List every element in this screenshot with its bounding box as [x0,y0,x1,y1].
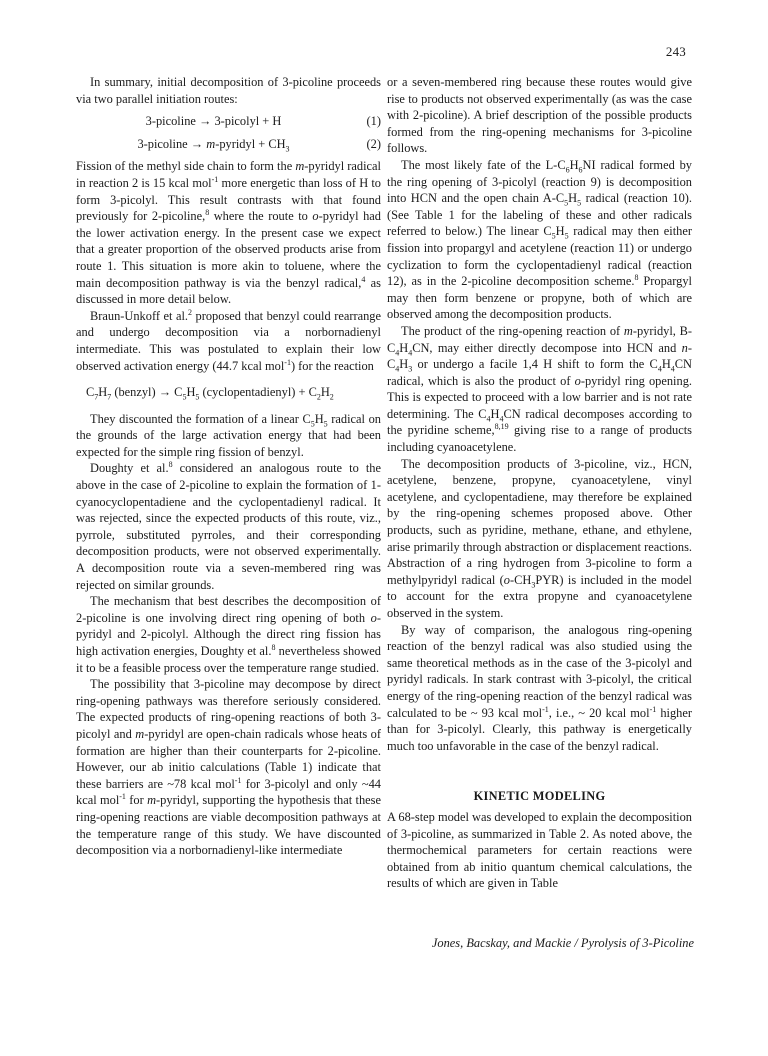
section-heading: KINETIC MODELING [473,789,606,804]
page-number: 243 [665,44,686,59]
running-footer: Jones, Bacskay, and Mackie / Pyrolysis of 3-Picoline [431,936,694,950]
paragraph: The product of the ring-opening reaction of m-pyridyl, $B-C_4H_4CN$, may either directly decompose into HCN and $n-C_4H_3$ or undergo a facile 1,4 H shift to form the $C_4H_4CN$ radical, which is also the product of o-pyridyl ring opening. This is expected to proceed with a low barrier and is not rate determining. The $C_4H_4CN$ radical decomposes according to the pyridine scheme,$^{8,19}$ giving rise to a range of products including cyanoacetylene. [387,323,692,455]
paragraph: A 68-step model was developed to explain the decomposition of 3-picoline, as summarized in Table 2. As noted above, the thermochemical parameters for certain reactions were obtained from ab initio quantum chemical calculations, the results of which are given in Table [387,809,692,891]
paragraph: They discounted the formation of a linear $C_5H_5$ radical on the grounds of the large activation energy that had been expected for the simple ring fission of benzyl. [76,411,381,459]
equation-number: (1) [366,114,381,129]
equation-body: 3-picoline → m-pyridyl + $CH_3$ [137,136,290,154]
equation-1 [76,113,381,130]
equation-2 [76,136,381,153]
paragraph: The mechanism that best describes the decomposition of 2-picoline is one involving direct ring opening of both o-pyridyl and 2-picolyl. Although the direct ring fission has high activation energies, Doughty et al.$^8$ nevertheless showed it to be a feasible process over the temperature range studied. [76,594,381,675]
paragraph: Doughty et al.$^8$ considered an analogous route to the above in the case of 2-picoline to explain the formation of 1-cyanocyclopentadiene and the cyclopentadienyl radical. It was rejected, since the expected products of this route, viz., pyrrole, substituted pyrroles, and their corresponding decomposition products, were not observed experimentally. A decomposition route via a seven-membered ring was rejected on similar grounds. [76,460,381,592]
equation-number: (2) [366,136,381,151]
paragraph: By way of comparison, the analogous ring-opening reaction of the benzyl radical was also studied using the same theoretical methods as in the case of the 3-picolyl and pyridyl radicals. In stark contrast with 3-picolyl, the critical energy of the ring-opening reaction of the benzyl radical was calculated to be ~ 93 kcal mol$^{-1}$, i.e., ~ 20 kcal mol$^{-1}$ higher than for 3-picolyl. Clearly, this pathway is energetically much too unfavorable in the case of the benzyl radical. [387,622,692,753]
equation-3: $C_7H_7$ (benzyl) → $C_5H_5$ (cyclopentadienyl) + $C_2H_2$ [86,385,334,402]
paragraph: In summary, initial decomposition of 3-picoline proceeds via two parallel initiation routes: [76,75,381,106]
paragraph: Fission of the methyl side chain to form the m-pyridyl radical in reaction 2 is 15 kcal mol$^{-1}$ more energetic than loss of H to form 3-picolyl. This result contrasts with that found previously for 2-picoline,$^8$ where the route to o-pyridyl had the lower activation energy. In the present case we expect that a greater proportion of the observed products arise from route 1. This situation is more akin to toluene, where the main decomposition pathway is via the benzyl radical,$^4$ as discussed in more detail below. [76,159,382,307]
left-column [76,74,381,859]
paragraph: Braun-Unkoff et al.$^2$ proposed that benzyl could rearrange and undergo decomposition via a norbornadienyl intermediate. This was postulated to explain their low observed activation energy (44.7 kcal mol$^{-1}$) for the reaction [76,307,381,373]
paragraph: The possibility that 3-picoline may decompose by direct ring-opening pathways was therefore seriously considered. The expected products of ring-opening reactions of both 3-picolyl and m-pyridyl are open-chain radicals whose heats of formation are higher than their counterparts for 2-picoline. However, our ab initio calculations (Table 1) indicate that these barriers are ~78 kcal mol$^{-1}$ for 3-picolyl and only ~44 kcal mol$^{-1}$ for m-pyridyl, supporting the hypothesis that these ring-opening reactions are viable decomposition pathways at the temperature range of this study. We have discounted decomposition via a norbornadienyl-like intermediate [76,677,381,858]
equation-body: 3-picoline → 3-picolyl + H [145,114,282,129]
paragraph: or a seven-membered ring because these routes would give rise to products not observed experimentally (as was the case with 2-picoline). A brief description of the possible products formed from the ring-opening mechanisms for 3-picoline follows. [387,75,692,156]
right-column [387,74,692,892]
paragraph: The decomposition products of 3-picoline, viz., HCN, acetylene, benzene, propyne, cyanoacetylene, vinyl acetylene, and cyclopentadiene, may therefore be explained by the ring-opening schemes proposed above. Other products, such as pyridine, methane, ethane, and ethylene, arise primarily through abstraction or displacement reactions. Abstraction of a ring hydrogen from 3-picoline to form a methylpyridyl radical $(o-CH_3PYR)$ is included in the model to account for the extra propyne and cyanoacetylene observed in the system. [387,456,693,620]
paragraph: The most likely fate of the $L-C_6H_6NI$ radical formed by the ring opening of 3-picolyl (reaction 9) is decomposition into HCN and the open chain $A-C_5H_5$ radical (reaction 10). (See Table 1 for the labeling of these and other radicals referred to below.) The linear $C_5H_5$ radical may then either fission into propargyl and acetylene (reaction 11) or undergo cyclization to form the cyclopentadienyl radical (reaction 12), as in the 2-picoline decomposition scheme.$^8$ Propargyl may then form benzene or propyne, both of which are observed among the decomposition products. [387,157,693,322]
